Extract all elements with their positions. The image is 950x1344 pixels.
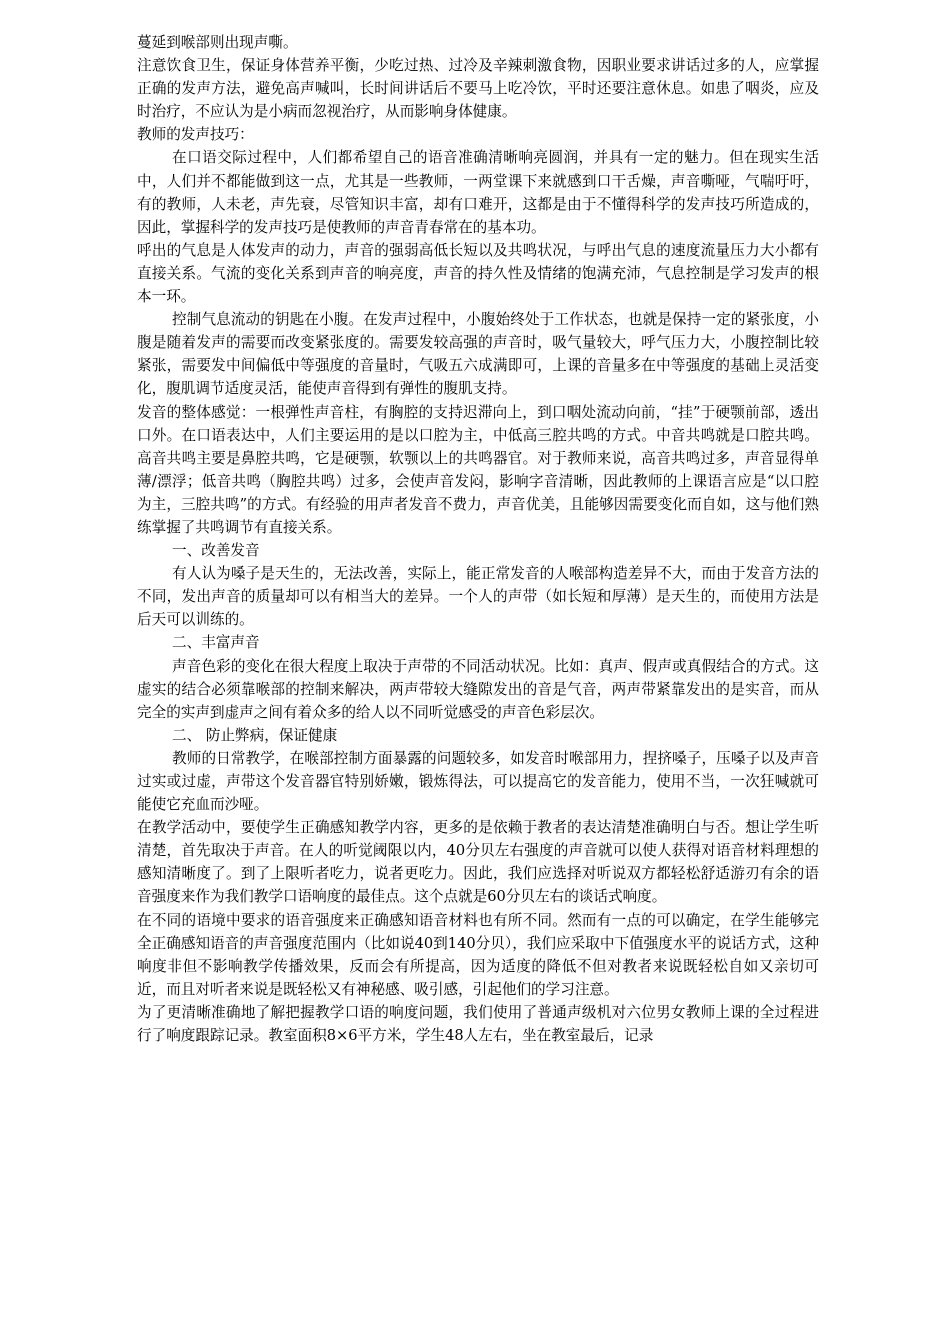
heading-enrich-voice: 二、丰富声音: [172, 634, 260, 652]
paragraph-diet-hygiene: 注意饮食卫生，保证身体营养平衡，少吃过热、过冷及辛辣刺激食物，因职业要求讲话过多的人，应掌握正确的发声方法，避免高声喊叫，长时间讲话后不要马上吃冷饮，平时还要注意休息。如患了咽炎，应及时治疗，不应认为是小病而忽视治疗，从而影响身体健康。: [137, 57, 819, 121]
paragraph-continuation: 蔓延到喉部则出现声嘶。: [137, 34, 298, 51]
paragraph-resonance: 发音的整体感觉：一根弹性声音柱，有胸腔的支持迟滞向上，到口咽处流动向前，“挂”于硬颚前部，透出口外。在口语表达中，人们主要运用的是以口腔为主，中低高三腔共鸣的方式。中音共鸣就是口腔共鸣。高音共鸣主要是鼻腔共鸣，它是硬颚，软颚以上的共鸣器官。对于教师来说，高音共鸣过多，声音显得单薄/漂浮；低音共鸣（胸腔共鸣）过多，会使声音发闷，影响字音清晰，因此教师的上课语言应是“以口腔为主，三腔共鸣”的方式。有经验的用声者发音不费力，声音优美，且能够因需要变化而自如，这与他们熟练掌握了共鸣调节有直接关系。: [137, 403, 819, 536]
heading-improve-pronunciation: 一、改善发音: [172, 542, 260, 560]
paragraph-abdomen-control: 控制气息流动的钥匙在小腹。在发声过程中，小腹始终处于工作状态，也就是保持一定的紧张度，小腹是随着发声的需要而改变紧张度的。需要发较高强的声音时，吸气量较大，呼气压力大，小腹控制比较紧张，需要发中间偏低中等强度的音量时，气吸五六成满即可，上课的音量多在中等强度的基础上灵活变化，腹肌调节适度灵活，能使声音得到有弹性的腹肌支持。: [137, 311, 819, 398]
paragraph-prevent-problems: 教师的日常教学，在喉部控制方面暴露的问题较多，如发音时喉部用力，捏挤嗓子，压嗓子以及声音过实或过虚，声带这个发音器官特别娇嫩，锻炼得法，可以提高它的发音能力，使用不当，一次狂喊就可能使它充血而沙哑。: [137, 749, 819, 814]
paragraph-enrich-voice: 声音色彩的变化在很大程度上取决于声带的不同活动状况。比如：真声、假声或真假结合的方式。这虚实的结合必须靠喉部的控制来解决，两声带较大缝隙发出的音是气音，两声带紧靠发出的是实音，而从完全的实声到虚声之间有着众多的给人以不同听觉感受的声音色彩层次。: [137, 657, 819, 721]
paragraph-teaching-loudness: 在教学活动中，要使学生正确感知教学内容，更多的是依赖于教者的表达清楚准确明白与否。想让学生听清楚，首先取决于声音。在人的听觉阈限以内，40分贝左右强度的声音就可以使人获得对语音材料理想的感知清晰度了。到了上限听者吃力，说者更吃力。因此，我们应选择对听说双方都轻松舒适游刃有余的语音强度来作为我们教学口语响度的最佳点。这个点就是60分贝左右的谈话式响度。: [137, 819, 819, 906]
paragraph-context-intensity: 在不同的语境中要求的语音强度来正确感知语音材料也有所不同。然而有一点的可以确定，在学生能够完全正确感知语音的声音强度范围内（比如说40到140分贝），我们应采取中下值强度水平的说话方式，这种响度非但不影响教学传播效果，反而会有所提高，因为适度的降低不但对教者来说既轻松自如又亲切可近，而且对听者来说是既轻松又有神秘感、吸引感，引起他们的学习注意。: [137, 911, 819, 998]
heading-prevent-problems: 二、 防止弊病，保证健康: [172, 726, 338, 744]
paragraph-improve-pronunciation: 有人认为嗓子是天生的，无法改善，实际上，能正常发音的人喉部构造差异不大，而由于发音方法的不同，发出声音的质量却可以有相当大的差异。一个人的声带（如长短和厚薄）是天生的，而使用方法是后天可以训练的。: [137, 565, 819, 629]
paragraph-oral-communication: 在口语交际过程中，人们都希望自己的语音准确清晰响亮圆润，并具有一定的魅力。但在现实生活中，人们并不都能做到这一点，尤其是一些教师，一两堂课下来就感到口干舌燥，声音嘶哑，气喘吁吁，有的教师，人未老，声先衰，尽管知识丰富，却有口难开，这都是由于不懂得科学的发声技巧所造成的，因此，掌握科学的发声技巧是使教师的声音青春常在的基本功。: [137, 149, 819, 236]
paragraph-breath-power: 呼出的气息是人体发声的动力，声音的强弱高低长短以及共鸣状况，与呼出气息的速度流量压力大小都有直接关系。气流的变化关系到声音的响亮度，声音的持久性及情绪的饱满充沛，气息控制是学习发声的根本一环。: [137, 241, 819, 306]
paragraph-loudness-study: 为了更清晰准确地了解把握教学口语的响度问题，我们使用了普通声级机对六位男女教师上课的全过程进行了响度跟踪记录。教室面积8×6平方米，学生48人左右，坐在教室最后，记录: [137, 1003, 819, 1045]
section-heading-voice-technique: 教师的发声技巧：: [137, 126, 254, 144]
